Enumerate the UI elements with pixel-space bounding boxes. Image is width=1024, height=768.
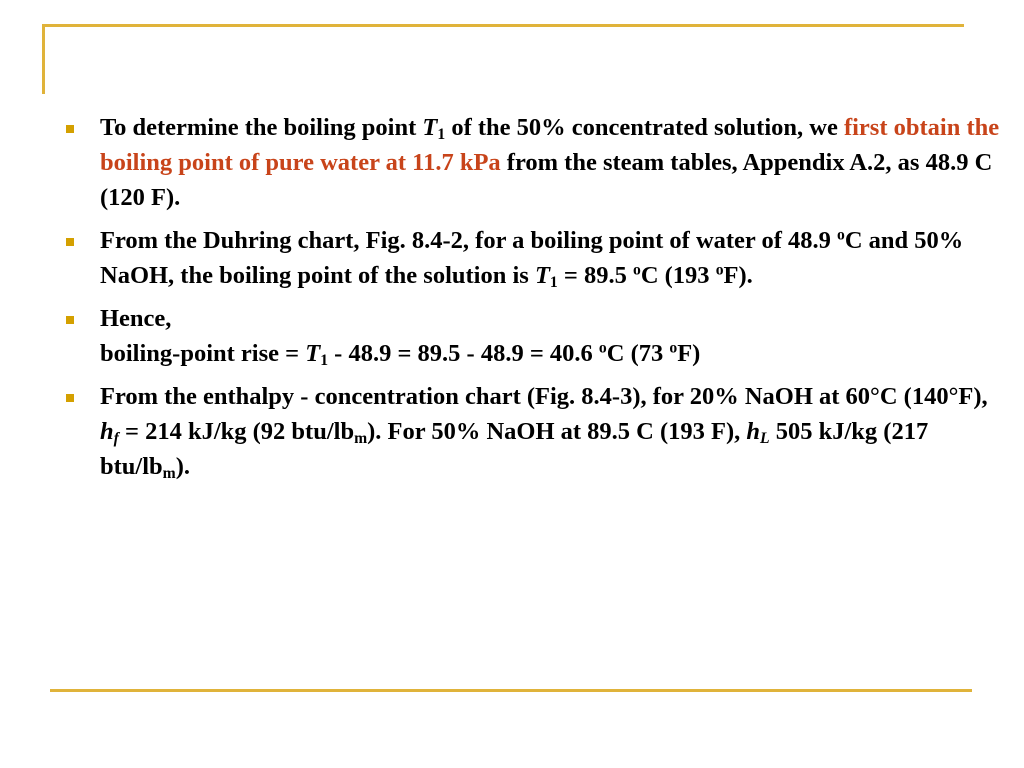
equation-line xyxy=(62,336,1012,371)
text: ). For 50% NaOH at 89.5 C (193 F), xyxy=(367,418,747,445)
left-accent-rule xyxy=(42,24,45,94)
variable-t: T xyxy=(422,114,438,141)
slide-body xyxy=(62,110,1012,492)
text: - 48.9 = 89.5 - 48.9 = 40.6 xyxy=(328,340,599,367)
bullet-item-3 xyxy=(62,301,1012,336)
bottom-accent-rule xyxy=(50,689,972,692)
degree-superscript: o xyxy=(715,261,724,279)
subscript: m xyxy=(162,464,176,482)
square-bullet-icon xyxy=(66,238,74,246)
subscript: f xyxy=(113,429,119,447)
square-bullet-icon xyxy=(66,125,74,133)
square-bullet-icon xyxy=(66,316,74,324)
variable-h: h xyxy=(100,418,114,445)
subscript: 1 xyxy=(320,351,329,369)
degree-superscript: o xyxy=(632,261,641,279)
subscript: L xyxy=(760,429,770,447)
bullet-item-2 xyxy=(62,223,1012,293)
square-bullet-icon xyxy=(66,394,74,402)
text: ). xyxy=(175,453,191,480)
text: from the steam tables, Appendix A.2, as 48.9 C (120 F). xyxy=(100,149,993,211)
top-accent-rule xyxy=(42,24,964,27)
text: 505 kJ/kg (217 btu/lb xyxy=(100,418,929,480)
bullet-item-1 xyxy=(62,110,1012,215)
text: of the 50% concentrated solution, we xyxy=(445,114,844,141)
text: C and 50% NaOH, the boiling point of the solution is xyxy=(100,227,964,289)
variable-h: h xyxy=(746,418,761,445)
text: From the enthalpy - concentration chart (Fig. 8.4-3), for 20% NaOH at 60°C (140°F), xyxy=(100,383,988,410)
text: C (73 xyxy=(606,340,670,367)
variable-t: T xyxy=(305,340,321,367)
text: boiling-point rise = xyxy=(100,340,306,367)
subscript: 1 xyxy=(549,273,558,291)
text: F) xyxy=(677,340,701,367)
text: F). xyxy=(723,262,753,289)
text: C (193 xyxy=(640,262,716,289)
subscript: 1 xyxy=(437,125,446,143)
highlighted-text: first obtain the boiling point of pure water at 11.7 kPa xyxy=(100,114,1000,176)
text: From the Duhring chart, Fig. 8.4-2, for a boiling point of water of 48.9 xyxy=(100,227,838,254)
text: = 214 kJ/kg (92 btu/lb xyxy=(118,418,355,445)
degree-superscript: o xyxy=(669,339,678,357)
text: = 89.5 xyxy=(557,262,633,289)
bullet-item-4 xyxy=(62,379,1012,484)
degree-superscript: o xyxy=(837,226,845,244)
variable-t: T xyxy=(534,262,550,289)
text: To determine the boiling point xyxy=(100,114,423,141)
degree-superscript: o xyxy=(598,339,607,357)
subscript: m xyxy=(354,429,368,447)
text: Hence, xyxy=(100,305,172,332)
